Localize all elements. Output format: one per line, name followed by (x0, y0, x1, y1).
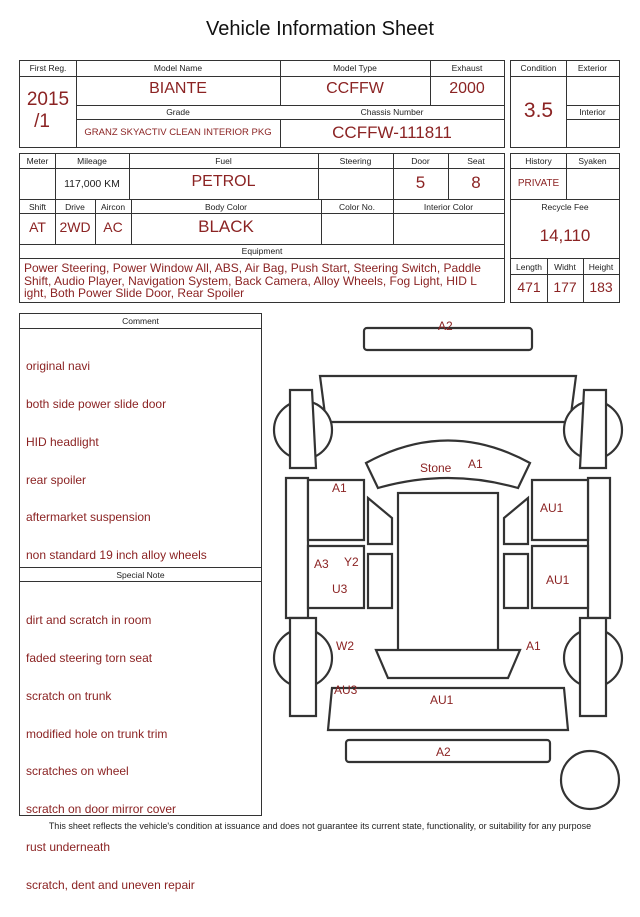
grade-label: Grade (166, 107, 190, 117)
color-no-label: Color No. (339, 202, 375, 212)
mileage-label: Mileage (77, 156, 107, 166)
height-label: Height (588, 262, 614, 272)
left-front-fender (290, 390, 316, 468)
seat-label: Seat (467, 156, 485, 166)
special-note-item: modified hole on trunk trim (26, 726, 168, 741)
length-value: 471 (517, 279, 541, 295)
drive-label: Drive (65, 202, 85, 212)
history-block (510, 153, 620, 303)
damage-mark-top: A2 (438, 319, 453, 333)
height-value: 183 (589, 279, 613, 295)
history-value: PRIVATE (517, 178, 560, 189)
right-body-side (588, 478, 610, 618)
body-color-label: Body Color (204, 202, 248, 212)
left-window-rear (368, 554, 392, 608)
model-name-value: BIANTE (149, 80, 207, 97)
spec-block (19, 153, 505, 303)
right-window-rear (504, 554, 528, 608)
special-note-item: scratch on trunk (26, 688, 112, 703)
roof (398, 493, 498, 673)
seat-value: 8 (471, 173, 481, 192)
right-rear-quarter (580, 618, 606, 716)
first-reg-label: First Reg. (29, 63, 67, 73)
special-note-item: scratch, dent and uneven repair (26, 877, 195, 892)
grade-value: GRANZ SKYACTIV CLEAN INTERIOR PKG (84, 127, 272, 138)
history-label: History (525, 156, 552, 166)
damage-mark-left-rear: AU3 (334, 683, 358, 697)
car-damage-diagram (268, 318, 628, 818)
left-window-front (368, 498, 392, 544)
rear-window (376, 650, 520, 678)
door-label: Door (411, 156, 430, 166)
equipment-text: Power Steering, Power Window All, ABS, Air Bag, Push Start, Steering Switch, Paddle Shift, Audio Player, Navigation System, Back Camera, Alloy Wheels, Fog Light, HID L ight, Both Power Slide Door, Rear Spoiler (24, 261, 481, 301)
special-note-item: scratches on wheel (26, 764, 129, 779)
disclaimer-footer: This sheet reflects the vehicle's condition at issuance and does not guarantee its current state, functionality, or suitability for any purpose (48, 821, 592, 831)
condition-block (510, 60, 620, 148)
damage-mark-left-mirror-y2: Y2 (344, 555, 359, 569)
notes-block (19, 313, 262, 892)
model-type-label: Model Type (333, 63, 377, 73)
special-note-item: dirt and scratch in room (26, 613, 152, 628)
special-note-label: Special Note (116, 570, 165, 580)
exhaust-value: 2000 (449, 80, 485, 97)
fuel-value: PETROL (191, 173, 256, 190)
damage-mark-right-front-door: AU1 (540, 501, 564, 515)
damage-mark-rear-center: AU1 (430, 693, 454, 707)
model-type-value: CCFFW (326, 80, 384, 97)
recycle-fee-label: Recycle Fee (541, 202, 589, 212)
comment-item: HID headlight (26, 434, 99, 449)
spare-wheel (561, 751, 619, 809)
chassis-number-label: Chassis Number (360, 107, 424, 117)
model-name-label: Model Name (153, 63, 203, 73)
comment-item: original navi (26, 359, 91, 374)
comment-list (26, 335, 207, 587)
sheet-title: Vehicle Information Sheet (206, 18, 434, 40)
comment-item: aftermarket suspension (26, 510, 151, 525)
damage-mark-rear-bumper: A2 (436, 745, 451, 759)
drive-value: 2WD (59, 219, 91, 235)
body-color-value: BLACK (198, 217, 254, 236)
mileage-value: 117,000 KM (64, 178, 120, 190)
damage-mark-windshield-stone: Stone (420, 461, 452, 475)
first-reg-year: 2015 (26, 89, 70, 110)
hood (320, 376, 576, 422)
damage-mark-right-rear: A1 (526, 639, 541, 653)
special-note-list (26, 589, 195, 916)
first-reg-month: /1 (34, 111, 50, 132)
width-label: Widht (554, 262, 576, 272)
special-note-item: rust underneath (26, 839, 111, 854)
equipment-label: Equipment (241, 246, 283, 256)
interior-color-label: Interior Color (423, 202, 474, 212)
interior-label: Interior (579, 107, 606, 117)
steering-label: Steering (339, 156, 372, 166)
aircon-value: AC (103, 219, 123, 235)
damage-mark-right-rear-door: AU1 (546, 573, 570, 587)
right-window-front (504, 498, 528, 544)
fuel-label: Fuel (215, 156, 232, 166)
damage-mark-left-rear-quarter: W2 (336, 639, 354, 653)
recycle-fee-value: 14,110 (539, 226, 591, 245)
door-value: 5 (415, 173, 426, 192)
shift-value: AT (29, 219, 46, 235)
shift-label: Shift (28, 202, 46, 212)
comment-label: Comment (122, 316, 159, 326)
left-body-side (286, 478, 308, 618)
comment-item: non standard 19 inch alloy wheels (26, 548, 207, 563)
comment-item: both side power slide door (26, 396, 167, 411)
comment-item: rear spoiler (26, 472, 87, 487)
exterior-label: Exterior (577, 63, 608, 73)
exhaust-label: Exhaust (451, 63, 483, 73)
damage-mark-left-front: A1 (332, 481, 347, 495)
meter-label: Meter (26, 156, 49, 166)
damage-mark-windshield: A1 (468, 457, 483, 471)
special-note-item: faded steering torn seat (26, 650, 153, 665)
damage-mark-left-mirror-a3: A3 (314, 557, 329, 571)
chassis-number-value: CCFFW-111811 (332, 123, 452, 142)
right-front-fender (580, 390, 606, 468)
length-label: Length (516, 262, 542, 272)
condition-label: Condition (520, 63, 557, 73)
left-rear-quarter (290, 618, 316, 716)
condition-value: 3.5 (523, 99, 554, 122)
model-block (19, 60, 505, 148)
special-note-item: scratch on door mirror cover (26, 802, 177, 817)
aircon-label: Aircon (100, 202, 126, 212)
width-value: 177 (553, 279, 577, 295)
syaken-label: Syaken (578, 156, 607, 166)
damage-mark-left-door: U3 (332, 582, 348, 596)
